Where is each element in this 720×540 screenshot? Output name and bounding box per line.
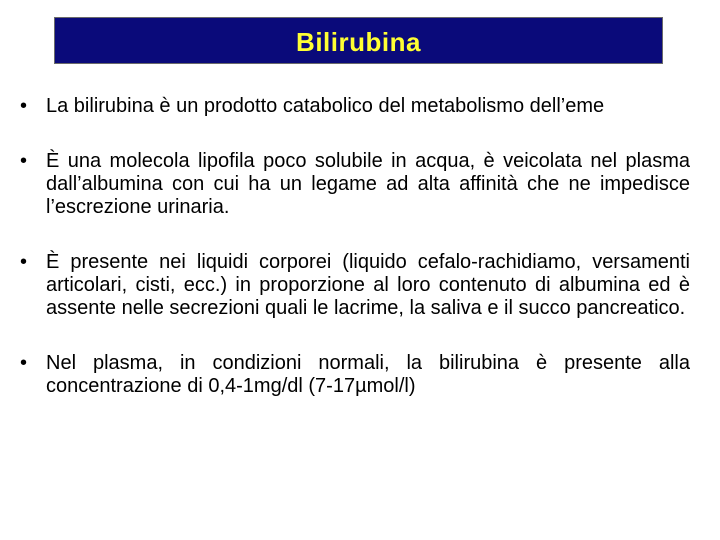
- slide-title: Bilirubina: [296, 27, 421, 57]
- bullet-item: [20, 251, 690, 320]
- bullet-item: [20, 352, 690, 398]
- bullet-list: [20, 95, 690, 398]
- bullet-text: La bilirubina è un prodotto catabolico del metabolismo dell’eme: [46, 95, 605, 117]
- title-bar: [54, 17, 663, 64]
- bullet-item: [20, 95, 690, 118]
- bullet-text: Nel plasma, in condizioni normali, la bilirubina è presente alla concentrazione di 0,4-1mg/dl (7-17µmol/l): [46, 352, 690, 397]
- bullet-mark: •: [20, 150, 28, 172]
- bullet-mark: •: [20, 251, 28, 273]
- bullet-text: È presente nei liquidi corporei (liquido cefalo-rachidiamo, versamenti articolari, cisti, ecc.) in proporzione al loro contenuto di albumina ed è assente nelle secrezioni quali le lacrime, la saliva e il succo pancreatico.: [46, 251, 690, 319]
- bullet-mark: •: [20, 352, 28, 374]
- bullet-item: [20, 150, 690, 219]
- bullet-text: È una molecola lipofila poco solubile in acqua, è veicolata nel plasma dall’albumina con cui ha un legame ad alta affinità che ne impedisce l’escrezione urinaria.: [46, 150, 690, 218]
- bullet-mark: •: [20, 95, 28, 117]
